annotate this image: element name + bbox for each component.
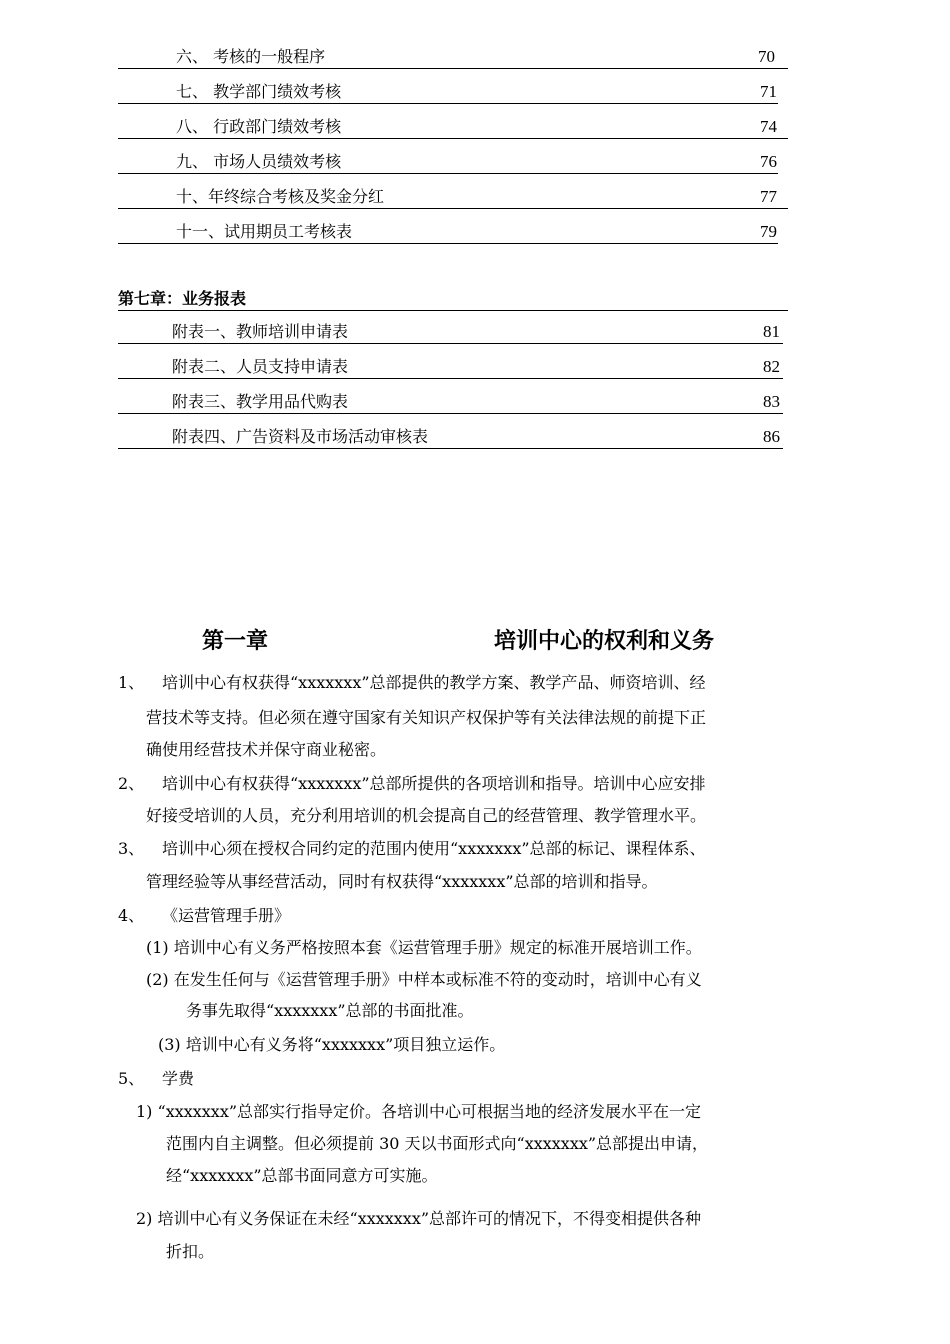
chapter1-title: 培训中心的权利和义务 xyxy=(494,628,715,654)
toc-entry-page: 86 xyxy=(763,427,780,446)
toc-entry-title: 七、 教学部门绩效考核 xyxy=(176,82,342,101)
toc-entry[interactable] xyxy=(118,313,783,344)
body-text: 好接受培训的人员，充分利用培训的机会提高自己的经营管理、教学管理水平。 xyxy=(146,806,707,825)
body-text: 《运营管理手册》 xyxy=(162,906,291,925)
sub-item-text: 折扣。 xyxy=(166,1242,215,1261)
chapter7-title: 第七章：业务报表 xyxy=(118,289,247,308)
body-text: 培训中心有权获得“xxxxxxx”总部所提供的各项培训和指导。培训中心应安排 xyxy=(162,774,706,793)
toc-entry-page: 70 xyxy=(758,47,775,66)
toc-entry-title: 九、 市场人员绩效考核 xyxy=(176,152,342,171)
toc-entry-title: 附表三、教学用品代购表 xyxy=(172,392,349,411)
toc-entry[interactable] xyxy=(118,178,788,209)
toc-entry-page: 71 xyxy=(760,82,777,101)
sub-item-text: 2) 培训中心有义务保证在未经“xxxxxxx”总部许可的情况下，不得变相提供各种 xyxy=(136,1209,702,1228)
toc-entry[interactable] xyxy=(118,108,788,139)
sub-item-text: 范围内自主调整。但必须提前 30 天以书面形式向“xxxxxxx”总部提出申请， xyxy=(166,1134,709,1153)
item-number: 5、 xyxy=(118,1069,145,1088)
toc-entry[interactable] xyxy=(118,348,783,379)
toc-entry[interactable] xyxy=(118,213,778,244)
toc-entry-title: 十一、试用期员工考核表 xyxy=(176,222,353,241)
sub-item-text: 务事先取得“xxxxxxx”总部的书面批准。 xyxy=(186,1001,474,1020)
item-number: 4、 xyxy=(118,906,145,925)
toc-entry-title: 附表二、人员支持申请表 xyxy=(172,357,349,376)
sub-item-text: 1) “xxxxxxx”总部实行指导定价。各培训中心可根据当地的经济发展水平在一定 xyxy=(136,1102,702,1121)
toc-entry-title: 八、 行政部门绩效考核 xyxy=(176,117,342,136)
toc-chapter-heading[interactable] xyxy=(118,286,788,311)
toc-entry-page: 74 xyxy=(760,117,777,136)
body-text: 学费 xyxy=(162,1069,195,1088)
body-text: 管理经验等从事经营活动，同时有权获得“xxxxxxx”总部的培训和指导。 xyxy=(146,872,658,891)
item-number: 3、 xyxy=(118,839,145,858)
sub-item-text: (3) 培训中心有义务将“xxxxxxx”项目独立运作。 xyxy=(158,1035,506,1054)
body-text: 培训中心有权获得“xxxxxxx”总部提供的教学方案、教学产品、师资培训、经 xyxy=(162,673,706,692)
toc-entry[interactable] xyxy=(118,143,778,174)
sub-item-text: (1) 培训中心有义务严格按照本套《运营管理手册》规定的标准开展培训工作。 xyxy=(146,938,702,957)
sub-item-text: 经“xxxxxxx”总部书面同意方可实施。 xyxy=(166,1166,438,1185)
toc-entry[interactable] xyxy=(118,418,783,449)
toc-entry-title: 十、年终综合考核及奖金分红 xyxy=(176,187,385,206)
toc-entry-page: 83 xyxy=(763,392,780,411)
toc-entry-page: 77 xyxy=(760,187,777,206)
chapter1-label: 第一章 xyxy=(202,628,269,654)
body-text: 确使用经营技术并保守商业秘密。 xyxy=(146,740,387,759)
toc-entry-title: 附表四、广告资料及市场活动审核表 xyxy=(172,427,429,446)
toc-entry[interactable] xyxy=(118,383,783,414)
toc-entry-page: 82 xyxy=(763,357,780,376)
body-text: 营技术等支持。但必须在遵守国家有关知识产权保护等有关法律法规的前提下正 xyxy=(146,708,707,727)
toc-entry-title: 附表一、教师培训申请表 xyxy=(172,322,349,341)
toc-entry-title: 六、 考核的一般程序 xyxy=(176,47,326,66)
toc-entry[interactable] xyxy=(118,38,788,69)
toc-entry-page: 76 xyxy=(760,152,777,171)
item-number: 1、 xyxy=(118,673,145,692)
toc-entry[interactable] xyxy=(118,73,778,104)
toc-entry-page: 79 xyxy=(760,222,777,241)
body-text: 培训中心须在授权合同约定的范围内使用“xxxxxxx”总部的标记、课程体系、 xyxy=(162,839,706,858)
toc-entry-page: 81 xyxy=(763,322,780,341)
item-number: 2、 xyxy=(118,774,145,793)
sub-item-text: (2) 在发生任何与《运营管理手册》中样本或标准不符的变动时，培训中心有义 xyxy=(146,970,702,989)
